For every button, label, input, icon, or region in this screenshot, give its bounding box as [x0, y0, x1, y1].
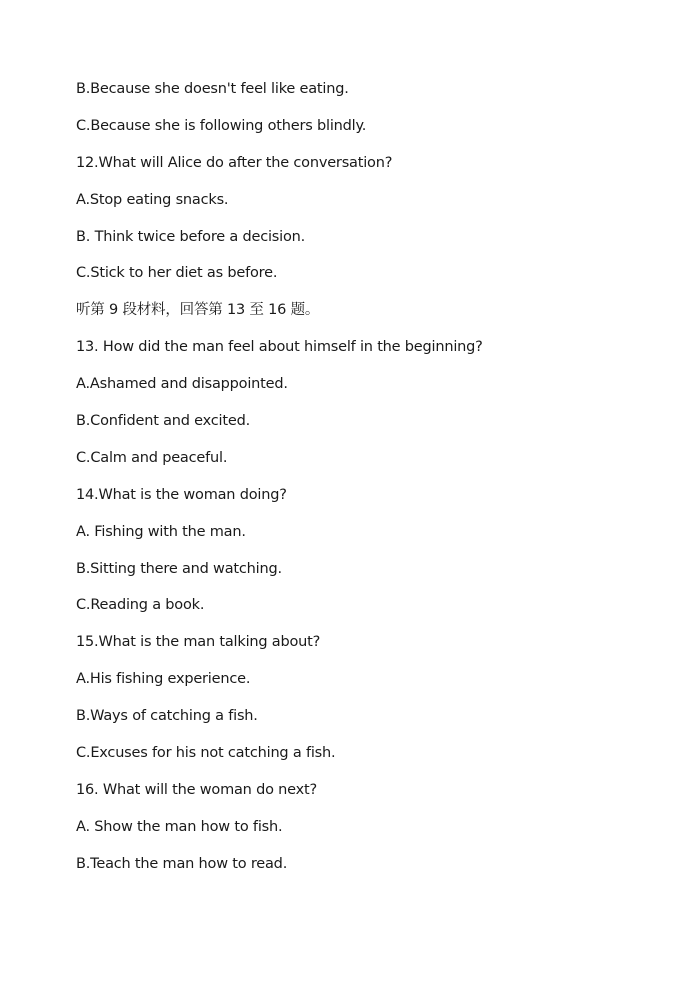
- option-14c: C.Reading a book.: [76, 597, 205, 614]
- option-11c: C.Because she is following others blindly.: [76, 117, 367, 134]
- question-text-block: [76, 78, 666, 890]
- question-12: 12.What will Alice do after the conversation?: [76, 154, 393, 171]
- option-15a: A.His fishing experience.: [76, 671, 251, 688]
- option-16a: A. Show the man how to fish.: [76, 818, 283, 835]
- option-12c: C.Stick to her diet as before.: [76, 265, 278, 282]
- question-15: 15.What is the man talking about?: [76, 634, 321, 651]
- option-13b: B.Confident and excited.: [76, 413, 250, 430]
- option-15c: C.Excuses for his not catching a fish.: [76, 745, 336, 762]
- question-14: 14.What is the woman doing?: [76, 486, 287, 503]
- option-12b: B. Think twice before a decision.: [76, 228, 306, 245]
- option-11b: B.Because she doesn't feel like eating.: [76, 81, 349, 97]
- question-16: 16. What will the woman do next?: [76, 781, 317, 798]
- option-14a: A. Fishing with the man.: [76, 523, 246, 540]
- option-14b: B.Sitting there and watching.: [76, 560, 282, 577]
- question-13: 13. How did the man feel about himself in the beginning?: [76, 339, 483, 356]
- option-13a: A.Ashamed and disappointed.: [76, 376, 288, 393]
- section-instruction: 听第 9 段材料，回答第 13 至 16 题。: [76, 302, 320, 319]
- option-16b: B.Teach the man how to read.: [76, 855, 288, 872]
- option-13c: C.Calm and peaceful.: [76, 449, 228, 466]
- option-12a: A.Stop eating snacks.: [76, 191, 229, 208]
- option-15b: B.Ways of catching a fish.: [76, 708, 258, 725]
